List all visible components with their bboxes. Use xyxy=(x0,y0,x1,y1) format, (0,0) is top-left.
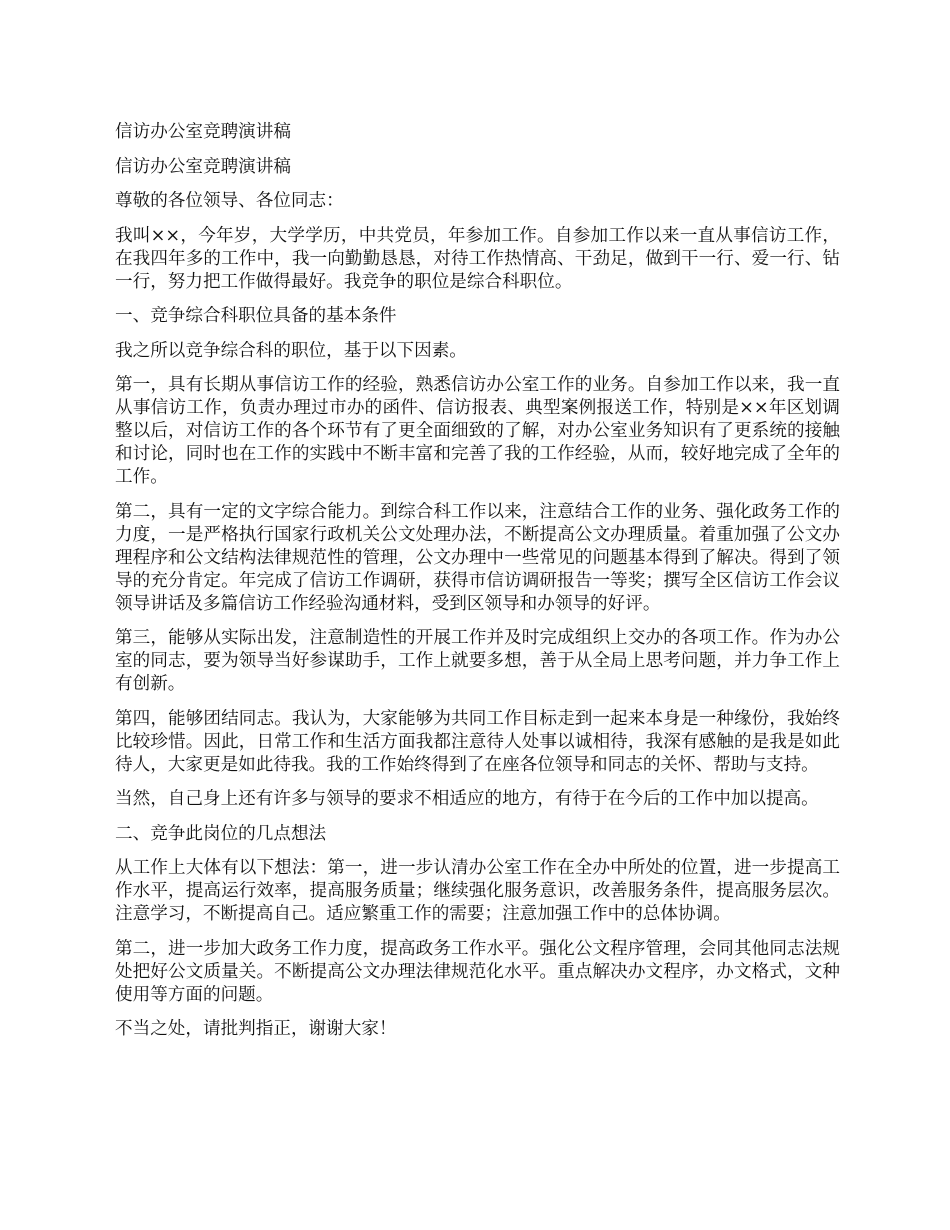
paragraph-ideas-first: 从工作上大体有以下想法：第一，进一步认清办公室工作在全办中所处的位置，进一步提高工作水平，提高运行效率，提高服务质量；继续强化服务意识，改善服务条件，提高服务层次。注意学习，不断提高自己。适应繁重工作的需要；注意加强工作中的总体协调。 xyxy=(115,858,840,924)
paragraph-third: 第三，能够从实际出发，注意制造性的开展工作并及时完成组织上交办的各项工作。作为办公室的同志，要为领导当好参谋助手，工作上就要多想，善于从全局上思考问题，并力争工作上有创新。 xyxy=(115,628,840,694)
paragraph-reason: 我之所以竞争综合科的职位，基于以下因素。 xyxy=(115,340,467,361)
section-heading-1: 一、竞争综合科职位具备的基本条件 xyxy=(115,306,397,326)
document-subtitle: 信访办公室竞聘演讲稿 xyxy=(115,156,291,177)
closing-remark: 不当之处，请批判指正，谢谢大家！ xyxy=(115,1019,397,1039)
document-body xyxy=(115,121,840,1053)
paragraph-first: 第一，具有长期从事信访工作的经验，熟悉信访办公室工作的业务。自参加工作以来，我一直从事信访工作，负责办理过市办的函件、信访报表、典型案例报送工作，特别是××年区划调整以后，对信访工作的各个环节有了更全面细致的了解，对办公室业务知识有了更系统的接触和讨论，同时也在工作的实践中不断丰富和完善了我的工作经验，从而，较好地完成了全年的工作。 xyxy=(115,375,840,487)
paragraph-second: 第二，具有一定的文字综合能力。到综合科工作以来，注意结合工作的业务、强化政务工作的力度，一是严格执行国家行政机关公文处理办法，不断提高公文办理质量。着重加强了公文办理程序和公文结构法律规范性的管理，公文办理中一些常见的问题基本得到了解决。得到了领导的充分肯定。年完成了信访工作调研，获得市信访调研报告一等奖；撰写全区信访工作会议领导讲话及多篇信访工作经验沟通材料，受到区领导和办领导的好评。 xyxy=(115,501,840,614)
section-heading-2: 二、竞争此岗位的几点想法 xyxy=(115,823,327,844)
paragraph-shortcoming: 当然，自己身上还有许多与领导的要求不相适应的地方，有待于在今后的工作中加以提高。 xyxy=(115,789,819,809)
paragraph-fourth: 第四，能够团结同志。我认为，大家能够为共同工作目标走到一起来本身是一种缘份，我始终比较珍惜。因此，日常工作和生活方面我都注意待人处事以诚相待，我深有感触的是我是如此待人，大家更是如此待我。我的工作始终得到了在座各位领导和同志的关怀、帮助与支持。 xyxy=(115,708,840,775)
document-title: 信访办公室竞聘演讲稿 xyxy=(115,122,291,142)
greeting: 尊敬的各位领导、各位同志： xyxy=(115,191,344,211)
paragraph-ideas-second: 第二，进一步加大政务工作力度，提高政务工作水平。强化公文程序管理，会同其他同志法规处把好公文质量关。不断提高公文办理法律规范化水平。重点解决办文程序，办文格式，文种使用等方面的问题。 xyxy=(115,938,840,1005)
paragraph-intro: 我叫××，今年岁，大学学历，中共党员，年参加工作。自参加工作以来一直从事信访工作，在我四年多的工作中，我一向勤勤恳恳，对待工作热情高、干劲足，做到干一行、爱一行、钻一行，努力把工作做得最好。我竞争的职位是综合科职位。 xyxy=(115,225,840,292)
